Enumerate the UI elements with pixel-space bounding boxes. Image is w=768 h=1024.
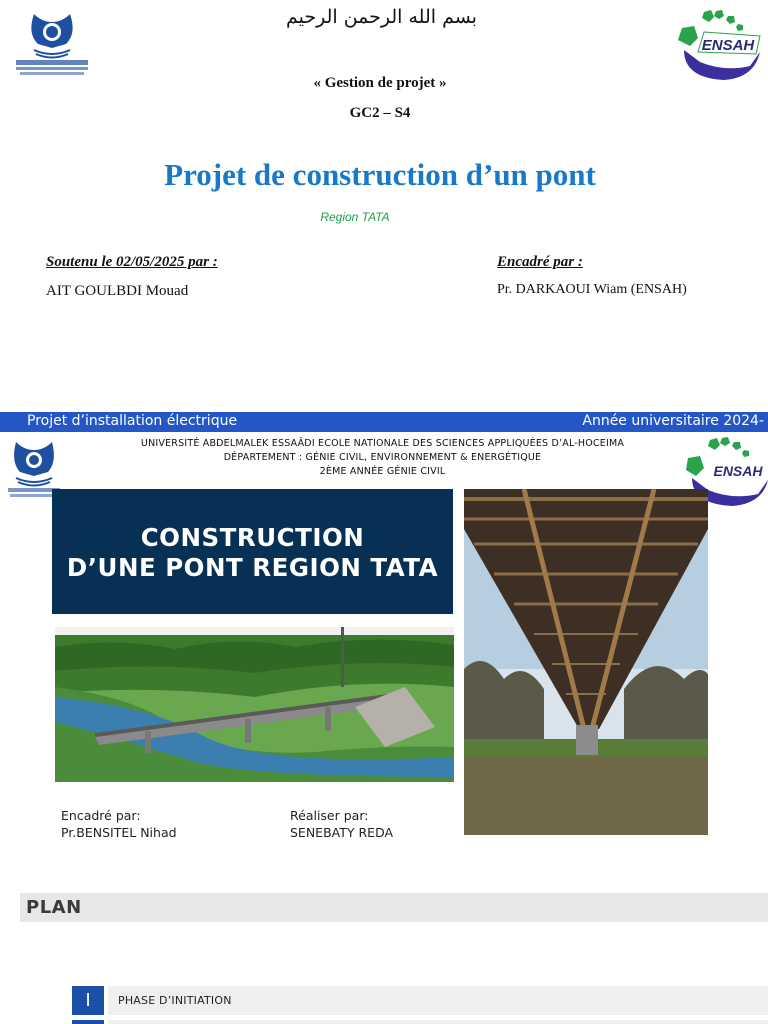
encadre-label: Encadré par: — [61, 808, 141, 823]
realiser-block — [290, 807, 393, 841]
plan-item-background — [108, 1020, 768, 1024]
supervisor-name: Pr. DARKAOUI Wiam (ENSAH) — [497, 282, 687, 297]
ensah-logo-small-text: ENSAH — [713, 463, 763, 479]
university-header-text — [100, 437, 665, 479]
university-logo — [12, 6, 94, 80]
plan-item — [72, 1020, 768, 1024]
plan-item-label: PHASE D’INITIATION — [118, 994, 232, 1007]
plan-header — [20, 893, 768, 922]
soutenu-label: Soutenu le 02/05/2025 par : — [46, 254, 218, 270]
header-band — [0, 412, 768, 432]
year-line: 2ÈME ANNÉE GÉNIE CIVIL — [319, 466, 446, 477]
plan-item-number — [72, 1020, 104, 1024]
band-academic-year: Année universitaire 2024- — [582, 413, 764, 429]
ensah-logo-text: ENSAH — [701, 37, 755, 54]
encadre-block — [61, 807, 177, 841]
bridge-river-image — [55, 627, 454, 782]
realiser-name: SENEBATY REDA — [290, 825, 394, 840]
plan-title: PLAN — [26, 897, 82, 918]
course-code: GC2 – S4 — [349, 105, 411, 121]
main-title: Projet de construction d’un pont — [164, 157, 596, 192]
band-project-title: Projet d’installation électrique — [27, 413, 238, 429]
cover-title-line-2: D’UNE PONT REGION TATA — [66, 553, 439, 582]
bridge-underside-image — [464, 489, 708, 835]
student-name: AIT GOULBDI Mouad — [46, 283, 189, 299]
region-subtitle: Region TATA — [320, 210, 390, 224]
cover-title-line-1: CONSTRUCTION — [140, 523, 365, 552]
bismillah-calligraphy: بسم الله الرحمن الرحيم — [286, 6, 477, 28]
department-line: DÉPARTEMENT : GÉNIE CIVIL, ENVIRONNEMENT & ENERGÉTIQUE — [223, 452, 542, 463]
plan-item — [72, 986, 768, 1015]
plan-item-number: I — [72, 986, 104, 1015]
realiser-label: Réaliser par: — [290, 808, 369, 823]
encadre-name: Pr.BENSITEL Nihad — [61, 825, 177, 840]
supervisor-label: Encadré par : — [497, 254, 583, 270]
course-title: « Gestion de projet » — [313, 75, 447, 91]
university-line: UNIVERSITÉ ABDELMALEK ESSAÂDI ECOLE NATIONALE DES SCIENCES APPLIQUÉES D’AL-HOCEIMA — [140, 438, 625, 449]
ensah-logo — [664, 6, 764, 86]
cover-title-box — [52, 489, 453, 614]
